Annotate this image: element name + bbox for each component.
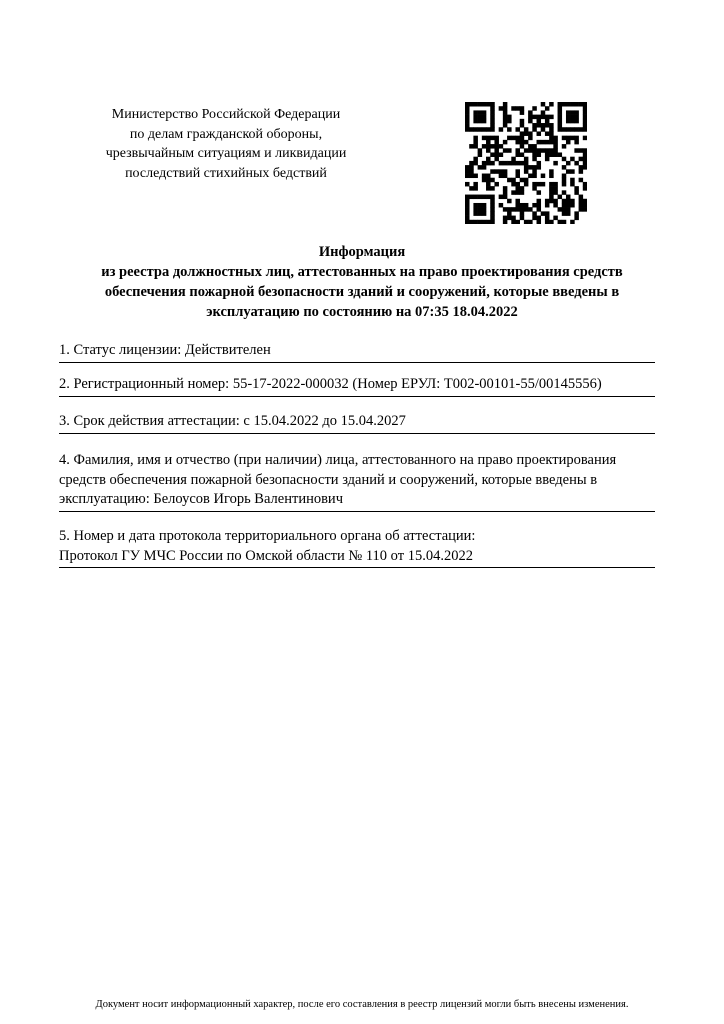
- title-line: обеспечения пожарной безопасности зданий и сооружений, которые введены в: [104, 284, 620, 300]
- document-title: [40, 242, 684, 322]
- person-name-item: [59, 451, 655, 512]
- qr-code-icon: [465, 102, 587, 224]
- ministry-line: последствий стихийных бедствий: [125, 165, 327, 181]
- ministry-header: [68, 105, 384, 183]
- ministry-line: по делам гражданской обороны,: [129, 126, 323, 142]
- license-status-item: [59, 341, 655, 363]
- title-line: из реестра должностных лиц, аттестованных на право проектирования средств: [101, 264, 623, 280]
- item-line: 2. Регистрационный номер: 55-17-2022-000032 (Номер ЕРУЛ: Т002-00101-55/00145556): [59, 376, 602, 392]
- item-line: 4. Фамилия, имя и отчество (при наличии) лица, аттестованного на право проектирования: [59, 452, 617, 468]
- registration-number-item: [59, 375, 655, 397]
- footer-note: Документ носит информационный характер, после его составления в реестр лицензий могли быть внесены изменения.: [95, 999, 629, 1010]
- title-heading: Информация: [318, 244, 406, 260]
- item-line: 5. Номер и дата протокола территориального органа об аттестации:: [59, 528, 476, 544]
- item-line: средств обеспечения пожарной безопасности зданий и сооружений, которые введены в: [59, 471, 598, 488]
- ministry-line: чрезвычайным ситуациям и ликвидации: [105, 146, 347, 161]
- title-line: эксплуатацию по состоянию на 07:35 18.04.2022: [206, 304, 518, 320]
- ministry-line: Министерство Российской Федерации: [111, 107, 341, 122]
- item-line: Протокол ГУ МЧС России по Омской области № 110 от 15.04.2022: [59, 547, 473, 564]
- protocol-item: [59, 527, 655, 568]
- item-line: 3. Срок действия аттестации: с 15.04.2022 до 15.04.2027: [59, 413, 406, 429]
- item-line: эксплуатацию: Белоусов Игорь Валентинович: [59, 491, 343, 507]
- attestation-period-item: [59, 412, 655, 434]
- item-line: 1. Статус лицензии: Действителен: [59, 342, 271, 358]
